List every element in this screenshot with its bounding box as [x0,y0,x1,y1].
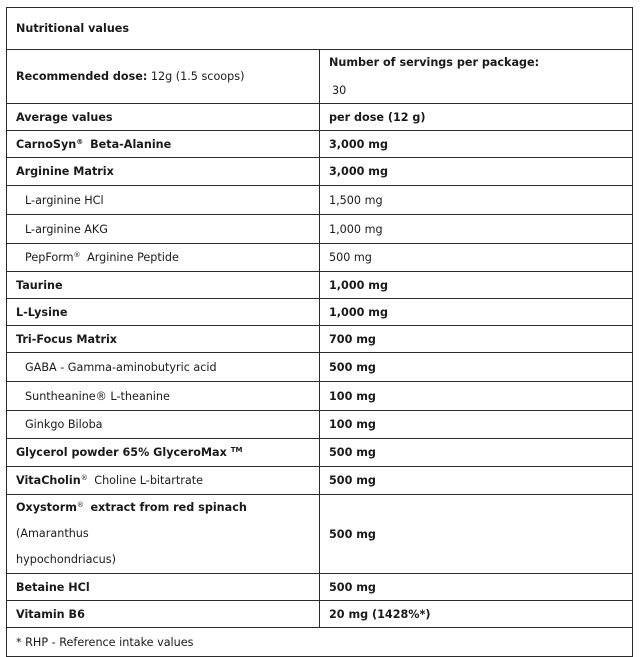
ingredient-name-suffix: Arginine Peptide [87,251,179,264]
average-values-label: Average values [7,104,320,131]
ingredient-amount: 500 mg [320,495,633,574]
nutrition-table-container [6,7,633,649]
ingredient-name-suffix: Beta-Alanine [90,137,172,151]
ingredient-name-text: Glycerol powder 65% GlyceroMax [16,446,227,459]
table-row [7,467,633,495]
ingredient-amount: 500 mg [320,244,633,272]
table-header-row [7,8,633,50]
table-title: Nutritional values [7,8,633,50]
ingredient-amount: 1,000 mg [320,215,633,244]
ingredient-name: Arginine Matrix [7,158,320,186]
ingredient-amount: 3,000 mg [320,131,633,158]
ingredient-name-suffix: Choline L-bitartrate [94,474,203,487]
ingredient-name: L-arginine AKG [7,215,320,244]
ingredient-name: Suntheanine® L-theanine [7,382,320,411]
trademark-mark: ® [80,474,88,482]
footnote-row [7,628,633,657]
table-row [7,411,633,439]
ingredient-name [7,495,320,574]
ingredient-name: GABA - Gamma-aminobutyric acid [7,353,320,382]
ingredient-amount: 500 mg [320,574,633,601]
trademark-mark: ® [76,137,84,146]
ingredient-name-text: Oxystorm [16,501,77,514]
ingredient-name [7,131,320,158]
dose-value: 12g (1.5 scoops) [150,70,245,83]
ingredient-amount: 3,000 mg [320,158,633,186]
dose-row [7,50,633,104]
ingredient-name: Ginkgo Biloba [7,411,320,439]
ingredient-name: Taurine [7,272,320,299]
ingredient-amount: 700 mg [320,326,633,353]
table-row [7,131,633,158]
table-row [7,326,633,353]
ingredient-amount: 500 mg [320,467,633,495]
ingredient-name-latin: (Amaranthus [16,527,89,540]
trademark-mark: TM [230,446,243,454]
table-row [7,353,633,382]
footnote: * RHP - Reference intake values [7,628,633,657]
table-row [7,601,633,628]
trademark-mark: ® [76,501,84,509]
ingredient-amount: 500 mg [320,439,633,467]
ingredient-name [7,244,320,272]
ingredient-amount: 500 mg [320,353,633,382]
ingredient-name: Vitamin B6 [7,601,320,628]
ingredient-name-text: CarnoSyn [16,137,77,151]
table-row [7,439,633,467]
ingredient-name: L-Lysine [7,299,320,326]
ingredient-amount: 20 mg (1428%*) [320,601,633,628]
ingredient-name: L-arginine HCl [7,186,320,215]
ingredient-amount: 100 mg [320,411,633,439]
ingredient-name [7,439,320,467]
table-row [7,495,633,574]
ingredient-name-text: VitaCholin [16,474,81,487]
ingredient-name-suffix: extract from red spinach [90,501,247,514]
table-row [7,299,633,326]
ingredient-name-text: PepForm [25,251,74,264]
ingredient-name: Tri-Focus Matrix [7,326,320,353]
nutrition-table [6,7,633,657]
ingredient-amount: 1,000 mg [320,272,633,299]
servings-cell [320,50,633,104]
per-dose-label: per dose (12 g) [320,104,633,131]
dose-label: Recommended dose: [16,70,148,83]
ingredient-amount: 1,500 mg [320,186,633,215]
ingredient-amount: 100 mg [320,382,633,411]
servings-label: Number of servings per package: [329,56,540,69]
average-values-row [7,104,633,131]
table-row [7,244,633,272]
ingredient-name [7,467,320,495]
trademark-mark: ® [73,251,81,259]
table-row [7,158,633,186]
ingredient-amount: 1,000 mg [320,299,633,326]
table-row [7,272,633,299]
dose-cell [7,50,320,104]
ingredient-name-latin-cont: hypochondriacus) [16,553,116,566]
table-row [7,382,633,411]
servings-value: 30 [332,84,347,97]
table-row [7,215,633,244]
table-row [7,574,633,601]
ingredient-name: Betaine HCl [7,574,320,601]
table-row [7,186,633,215]
